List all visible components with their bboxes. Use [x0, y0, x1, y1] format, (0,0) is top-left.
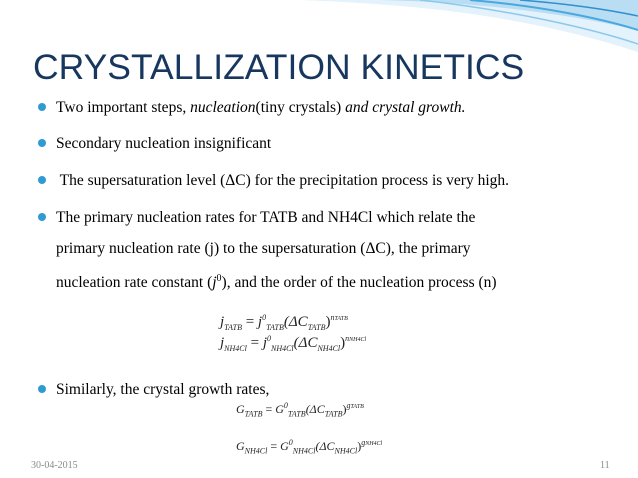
bullet-text: The primary nucleation rates for TATB and NH4Cl which relate the	[56, 209, 476, 226]
bullet-item	[38, 168, 509, 194]
bullet-text: Secondary nucleation insignificant	[56, 135, 272, 152]
bullet-dot-icon	[38, 385, 46, 393]
bullet-text: ), and the order of the nucleation process (n)	[221, 274, 497, 292]
bullet-text: The supersaturation level (ΔC) for the precipitation process is very high.	[56, 172, 510, 189]
bullet-text: (tiny crystals)	[255, 99, 346, 116]
bullet-text: Similarly, the crystal growth rates,	[56, 381, 270, 398]
symbol-j: j	[212, 274, 217, 292]
bullet-dot-icon	[38, 103, 46, 111]
slide-title: CRYSTALLIZATION KINETICS	[33, 47, 525, 87]
symbol-superscript: 0	[216, 273, 222, 284]
bullet-item	[38, 131, 271, 157]
equation-j-tatb: $j_{TATB} = j^0_{TATB}(\Delta C_{TATB})^{nTATB}$	[220, 313, 348, 332]
bullet-emphasis: and crystal growth.	[345, 99, 466, 116]
bullet-continuation	[56, 266, 497, 296]
bullet-dot-icon	[38, 176, 46, 184]
bullet-emphasis: nucleation	[190, 99, 256, 116]
bullet-item	[38, 95, 466, 121]
page-number: 11	[600, 460, 610, 471]
equation-j-nh4cl: $j_{NH4Cl} = j^0_{NH4Cl}(\Delta C_{NH4Cl})^{nNH4Cl}$	[220, 334, 367, 353]
equation-g-tatb: $G_{TATB} = G^0_{TATB}(\Delta C_{TATB})^{gTATB}$	[236, 401, 364, 419]
footer-date: 30-04-2015	[31, 460, 78, 471]
bullet-text: nucleation rate constant (	[56, 274, 213, 292]
equation-g-nh4cl: $G_{NH4Cl} = G^0_{NH4Cl}(\Delta C_{NH4Cl})^{gNH4Cl}$	[236, 438, 383, 456]
bullet-item	[38, 205, 475, 231]
bullet-dot-icon	[38, 139, 46, 147]
bullet-text: Two important steps,	[56, 99, 191, 116]
bullet-continuation: primary nucleation rate (j) to the supersaturation (ΔC), the primary	[56, 240, 471, 257]
bullet-dot-icon	[38, 213, 46, 221]
bullet-item	[38, 377, 269, 403]
